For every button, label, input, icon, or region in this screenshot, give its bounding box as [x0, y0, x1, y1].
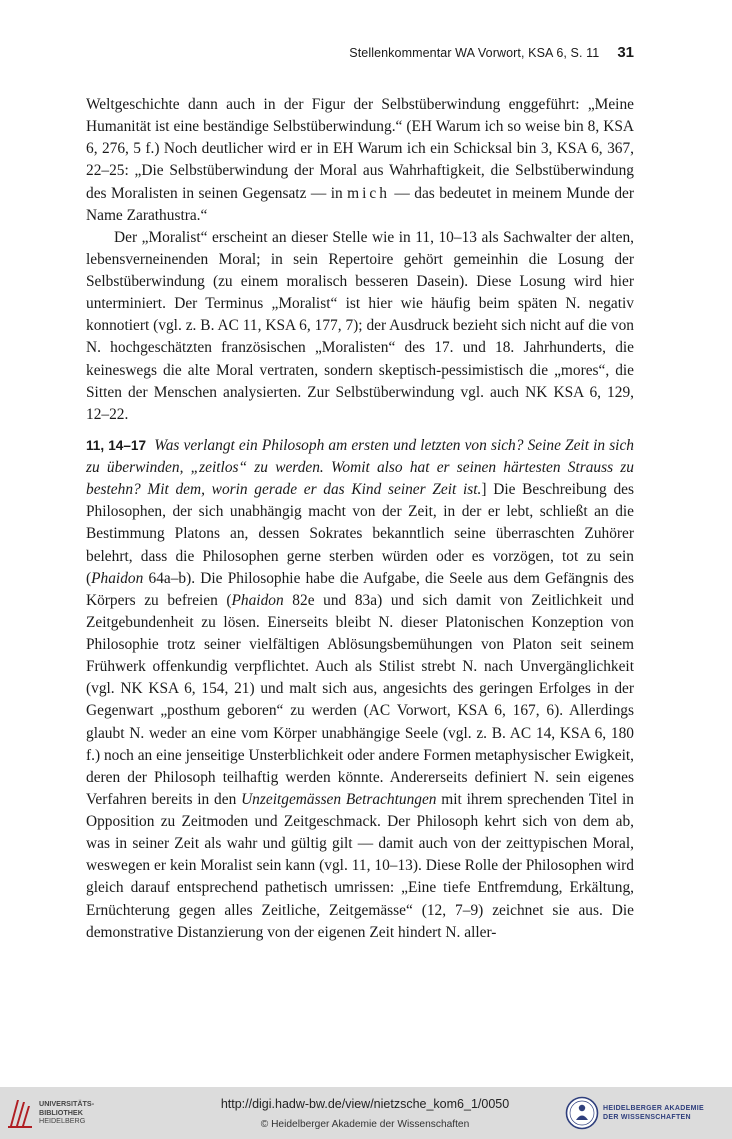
ub-line-2: BIBLIOTHEK [39, 1107, 83, 1117]
commentary-entry [86, 435, 634, 944]
body-text [86, 94, 634, 944]
paragraph-2: Der „Moralist“ erscheint an dieser Stelle wie in 11, 10–13 als Sachwalter der alten, lebensverneinenden Moral; in sein Repertoire gehört gemeinhin die Losung der Selbstüberwindung (zu einem moralisch besseren Dasein). Diese Losung wird hier unterminiert. Der Terminus „Moralist“ ist hier wie häufig beim späten N. negativ konnotiert (vgl. z. B. AC 11, KSA 6, 177, 7); der Ausdruck bezieht sich nicht auf die von N. hochgeschätzten französischen „Moralisten“ des 17. und 18. Jahrhunderts, die keineswegs die alte Moral vertraten, sondern skeptisch-pessimistisch die „mores“, die Sitten der Menschen analysierten. Zur Selbstüberwindung vgl. auch NK KSA 6, 129, 12–22. [86, 228, 634, 423]
university-library-logo-icon [6, 1096, 34, 1130]
running-title: Stellenkommentar WA Vorwort, KSA 6, S. 11 [349, 46, 600, 60]
entry-text-2: 64a–b). Die Philosophie habe die Aufgabe, die Seele aus dem Gefängnis des Körpers zu befreien ( [86, 569, 634, 609]
entry-text-1: Die Beschreibung des Philosophen, der sich unabhängig macht von der Zeit, in der er lebt, schließt an die Bestimmung Platons an, dessen Sokrates bekanntlich seine überraschten Zuhörer belehrt, dass die Philosophen gerne sterben würden oder es vorzögen, tot zu sein ( [86, 481, 634, 587]
spaced-word: mich [347, 184, 390, 202]
work-title-phaidon: Phaidon [91, 569, 144, 587]
academy-line-2: DER WISSENSCHAFTEN [603, 1114, 691, 1121]
page-number: 31 [617, 44, 634, 61]
source-url-link[interactable]: http://digi.hadw-bw.de/view/nietzsche_kom6_1/0050 [220, 1097, 510, 1111]
lemma-bracket: ] [481, 481, 487, 499]
academy-seal-icon [565, 1096, 599, 1130]
lemma-reference: 11, 14–17 [86, 437, 147, 453]
paragraph-1-text-b: — das bedeutet in meinem Munde der Name Zarathustra.“ [86, 184, 634, 224]
university-library-logo[interactable] [6, 1093, 116, 1133]
entry-text-3: 82e und 83a) und sich damit von Zeitlichkeit und Zeitgebundenheit zu lösen. Einerseits bleibt N. dieser Platonischen Konzeption von Philosophie trotz seiner vielfältigen Ablösungsbemühungen von Platon seit seinem Frühwerk offenkundig verpflichtet. Auch als Stilist strebt N. nach Unvergänglichkeit (vgl. NK KSA 6, 154, 21) und malt sich aus, angesichts des geringen Erfolges in der Gegenwart „posthum geboren“ zu werden (AC Vorwort, KSA 6, 167, 6). Allerdings glaubt N. weder an eine vom Körper unabhängige Seele (vgl. z. B. AC 14, KSA 6, 180 f.) noch an eine jenseitige Unsterblichkeit oder andere Formen metaphysischer Ewigkeit, deren der Philosoph teilhaftig werden könnte. Andererseits definiert N. sein eigenes Verfahren bereits in den [86, 591, 634, 808]
work-title-unzeitgemaesse: Unzeitgemässen Betrachtungen [241, 790, 437, 808]
entry-text-4: mit ihrem sprechenden Titel in Opposition zu Zeitmoden und Zeitgeschmack. Der Philosoph kehrt sich von dem ab, was in seiner Zeit als wahr und gültig gilt — damit auch von der zeittypischen Moral, weswegen er kein Moralist sein kann (vgl. 11, 10–13). Diese Rolle der Philosophen wird gleich darauf entsprechend pathetisch umrissen: „Eine tiefe Entfremdung, Erkältung, Ernüchterung gegen alles Zeitliche, Zeitgemässe“ (12, 7–9) zeichnet sie aus. Die demonstrative Distanzierung von der eigenen Zeit hindert N. aller- [86, 790, 635, 941]
ub-line-1: UNIVERSITÄTS- [39, 1099, 95, 1109]
academy-line-1: HEIDELBERGER AKADEMIE [603, 1105, 704, 1112]
running-head [86, 44, 634, 64]
work-title-phaidon: Phaidon [231, 591, 284, 609]
lemma-text: Was verlangt ein Philosoph am ersten und letzten von sich? Seine Zeit in sich zu überwinden, „zeitlos“ zu werden. Womit also hat er seinen härtesten Strauss zu bestehn? Mit dem, worin gerade er das Kind seiner Zeit ist. [86, 436, 634, 499]
academy-logo[interactable] [565, 1093, 727, 1133]
paragraph-1 [86, 94, 634, 227]
ub-line-3: HEIDELBERG [39, 1116, 86, 1126]
footer-bar [0, 1087, 732, 1139]
paragraph-1-text-a: Weltgeschichte dann auch in der Figur der Selbstüberwindung enggeführt: „Meine Humanität ist eine beständige Selbstüberwindung.“ (EH Warum ich so weise bin 8, KSA 6, 276, 5 f.) Noch deutlicher wird er in EH Warum ich ein Schicksal bin 3, KSA 6, 367, 22–25: „Die Selbstüberwindung der Moral aus Wahrhaftigkeit, die Selbstüberwindung des Moralisten in seinen Gegensatz — in [86, 96, 634, 202]
copyright-notice: © Heidelberger Akademie der Wissenschaften [260, 1119, 470, 1130]
